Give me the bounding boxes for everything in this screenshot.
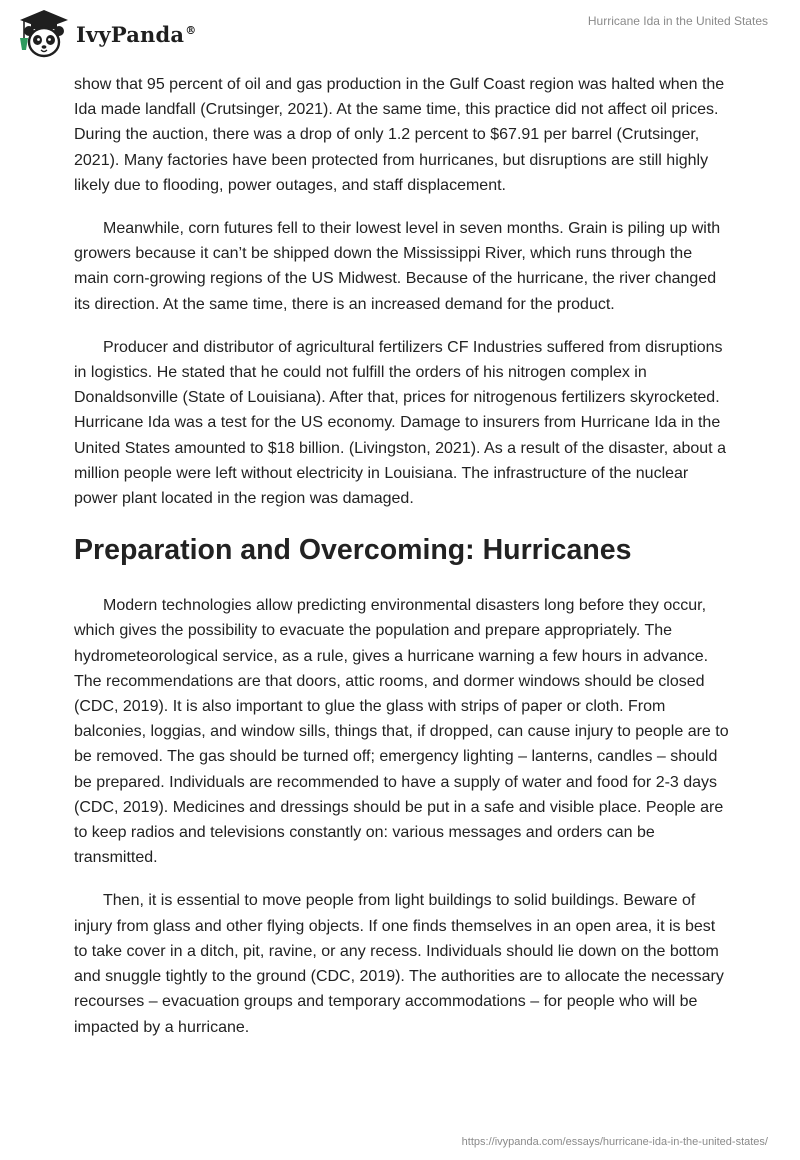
paragraph-continuation: show that 95 percent of oil and gas production in the Gulf Coast region was halted when the Ida made landfall (Crutsinger, 2021). At the same time, this practice did not affect oil prices. During the auction, there was a drop of only 1.2 percent to $67.91 per barrel (Crutsinger, 2021). Many factories have been protected from hurricanes, but disruptions are still highly likely due to flooding, power outages, and staff displacement. — [74, 76, 725, 194]
paragraph: Modern technologies allow predicting environmental disasters long before they occur, which gives the possibility to evacuate the population and prepare appropriately. The hydrometeorological service, as a rule, gives a hurricane warning a few hours in advance. The recommendations are that doors, attic rooms, and dormer windows should be closed (CDC, 2019). It is also important to glue the glass with strips of paper or cloth. From balconies, loggias, and window sills, things that, if dropped, can cause injury to people are to be removed. The gas should be turned off; emergency lighting – lanterns, candles – should be prepared. Individuals are recommended to have a supply of water and food for 2-3 days (CDC, 2019). Medicines and dressings should be put in a safe and visible place. People are to keep radios and televisions constantly on: various messages and orders can be transmitted. — [74, 597, 729, 867]
document-title: Hurricane Ida in the United States — [587, 14, 768, 28]
panda-graduate-logo-icon — [14, 6, 72, 62]
essay-content — [74, 72, 730, 1058]
page-header — [0, 0, 800, 70]
source-url[interactable]: https://ivypanda.com/essays/hurricane-ida-in-the-united-states/ — [461, 1136, 768, 1148]
ivypanda-logo[interactable] — [14, 6, 196, 62]
registered-mark: ® — [185, 23, 197, 37]
paragraph: Meanwhile, corn futures fell to their lowest level in seven months. Grain is piling up with growers because it can’t be shipped down the Mississippi River, which runs through the main corn-growing regions of the US Midwest. Because of the hurricane, the river changed its direction. At the same time, there is an increased demand for the product. — [74, 220, 721, 313]
brand-name-text: IvyPanda — [76, 21, 185, 47]
paragraph: Then, it is essential to move people from light buildings to solid buildings. Beware of injury from glass and other flying objects. If one finds themselves in an open area, it is best to take cover in a ditch, pit, ravine, or any recess. Individuals should lie down on the bottom and snuggle tightly to the ground (CDC, 2019). The authorities are to allocate the necessary recourses – evacuation groups and temporary accommodations – for people who will be impacted by a hurricane. — [74, 892, 724, 1036]
section-heading: Preparation and Overcoming: Hurricanes — [74, 534, 632, 567]
paragraph: Producer and distributor of agricultural fertilizers CF Industries suffered from disruptions in logistics. He stated that he could not fulfill the orders of his nitrogen complex in Donaldsonville (State of Louisiana). After that, prices for nitrogenous fertilizers skyrocketed. Hurricane Ida was a test for the US economy. Damage to insurers from Hurricane Ida in the United States amounted to $18 billion. (Livingston, 2021). As a result of the disaster, about a million people were left without electricity in Louisiana. The infrastructure of the nuclear power plant located in the region was damaged. — [74, 338, 726, 508]
brand-name — [76, 22, 196, 47]
